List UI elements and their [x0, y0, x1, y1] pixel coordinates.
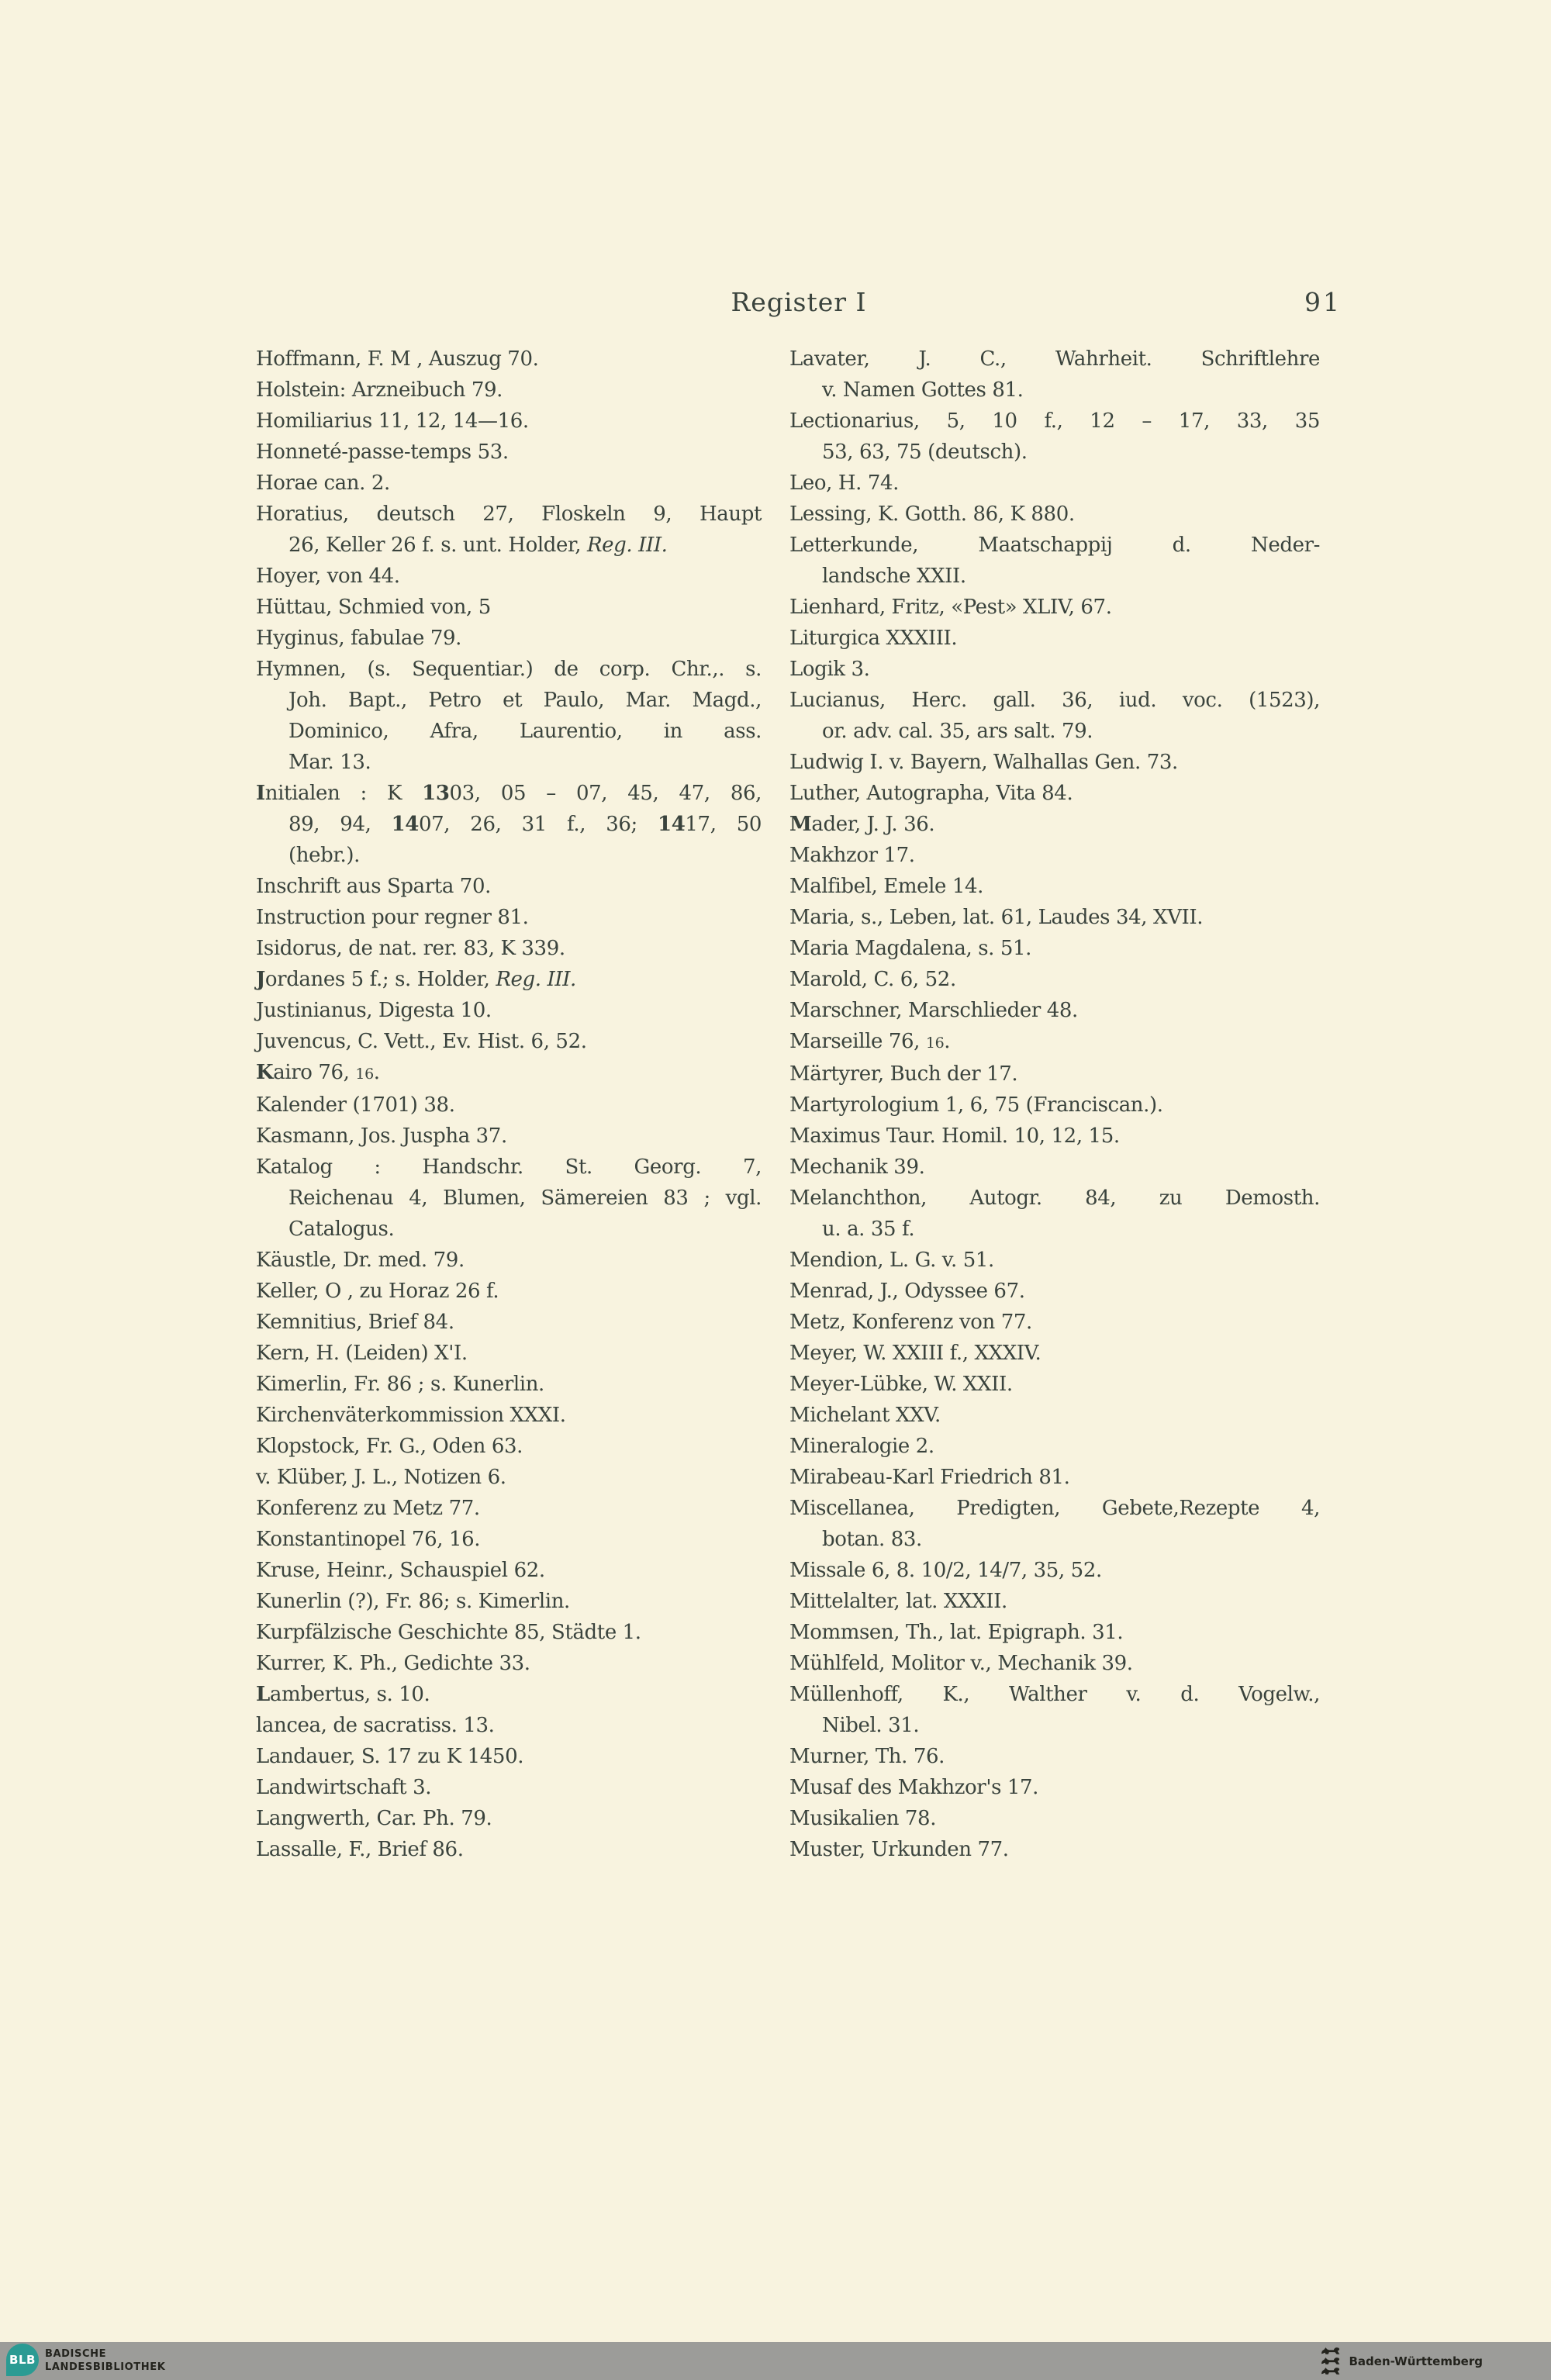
index-entry [256, 1524, 762, 1555]
index-entry [256, 1214, 762, 1245]
text-run: Isidorus, de nat. rer. 83, K 339. [256, 937, 565, 960]
text-run: Kimerlin, Fr. 86 ; s. Kunerlin. [256, 1373, 544, 1396]
index-column-left [256, 344, 762, 1865]
index-entry [256, 1555, 762, 1586]
text-run: Lectionarius, 5, 10 f., 12 – 17, 33, 35 [789, 409, 1320, 433]
text-run: Martyrologium 1, 6, 75 (Franciscan.). [789, 1093, 1163, 1117]
text-run: ordanes 5 f.; s. Holder, [264, 968, 496, 991]
index-entry [789, 1803, 1320, 1834]
text-run: 07, 26, 31 f., 36; [419, 813, 658, 836]
index-entry [789, 623, 1320, 654]
text-run: Landwirtschaft 3. [256, 1776, 432, 1799]
index-entry [789, 995, 1320, 1026]
index-entry [256, 1772, 762, 1803]
text-run: Kunerlin (?), Fr. 86; s. Kimerlin. [256, 1590, 570, 1613]
text-run: u. a. 35 f. [822, 1218, 915, 1241]
index-entry [256, 1152, 762, 1183]
index-entry [256, 747, 762, 778]
index-entry [789, 561, 1320, 592]
index-entry [256, 1648, 762, 1679]
text-run: . [944, 1030, 951, 1053]
index-entry [789, 1524, 1320, 1555]
text-run: Makhzor 17. [789, 844, 915, 867]
index-entry [789, 1400, 1320, 1431]
index-entry [256, 716, 762, 747]
index-entry [789, 1369, 1320, 1400]
text-run: Melanchthon, Autogr. 84, zu Demosth. [789, 1187, 1320, 1210]
index-entry [256, 1710, 762, 1741]
text-run: 13 [422, 782, 450, 805]
text-run: 14 [658, 813, 686, 836]
text-run: 14 [391, 813, 419, 836]
text-run: Konstantinopel 76, 16. [256, 1528, 481, 1551]
text-run: 16 [925, 1035, 945, 1052]
index-entry [256, 840, 762, 871]
page-number: 91 [1304, 287, 1342, 317]
text-run: Konferenz zu Metz 77. [256, 1497, 480, 1520]
index-entry [256, 623, 762, 654]
blb-logo-text: BLB [9, 2353, 36, 2367]
text-run: botan. 83. [822, 1528, 922, 1551]
text-run: Kasmann, Jos. Juspha 37. [256, 1124, 507, 1148]
index-entry [256, 375, 762, 406]
text-run: Mommsen, Th., lat. Epigraph. 31. [789, 1621, 1124, 1644]
index-entry [789, 809, 1320, 840]
text-run: Lienhard, Fritz, «Pest» XLIV, 67. [789, 596, 1112, 619]
index-entry [789, 685, 1320, 716]
text-run: M [789, 813, 812, 836]
index-entry [789, 437, 1320, 468]
text-run: Lucianus, Herc. gall. 36, iud. voc. (1523), [789, 689, 1320, 712]
blb-logo [6, 2344, 39, 2376]
index-entry [256, 1338, 762, 1369]
index-entry [256, 592, 762, 623]
text-run: Reg. III. [496, 968, 576, 991]
text-run: Ludwig I. v. Bayern, Walhallas Gen. 73. [789, 751, 1178, 774]
index-entry [789, 933, 1320, 964]
three-lions-icon [1321, 2346, 1341, 2377]
index-entry [256, 654, 762, 685]
text-run: Landauer, S. 17 zu K 1450. [256, 1745, 524, 1768]
index-entry [256, 809, 762, 840]
index-entry [256, 871, 762, 902]
text-run: or. adv. cal. 35, ars salt. 79. [822, 720, 1093, 743]
state-logo-group [1321, 2342, 1483, 2380]
text-run: Mendion, L. G. v. 51. [789, 1249, 994, 1272]
text-run: Catalogus. [288, 1218, 395, 1241]
text-run: Missale 6, 8. 10/2, 14/7, 35, 52. [789, 1559, 1102, 1582]
text-run: Mechanik 39. [789, 1155, 925, 1179]
index-entry [256, 1493, 762, 1524]
text-run: Mar. 13. [288, 751, 371, 774]
text-run: Marold, C. 6, 52. [789, 968, 956, 991]
text-run: Maria, s., Leben, lat. 61, Laudes 34, XVII. [789, 906, 1204, 929]
text-run: airo 76, [273, 1061, 356, 1084]
index-entry [256, 406, 762, 437]
text-run: Letterkunde, Maatschappij d. Neder- [789, 534, 1320, 557]
index-entry [256, 1679, 762, 1710]
text-run: Kurpfälzische Geschichte 85, Städte 1. [256, 1621, 641, 1644]
index-entry [256, 933, 762, 964]
text-run: Maximus Taur. Homil. 10, 12, 15. [789, 1124, 1120, 1148]
index-entry [256, 1121, 762, 1152]
text-run: Katalog : Handschr. St. Georg. 7, [256, 1155, 762, 1179]
index-entry [789, 1741, 1320, 1772]
index-entry [789, 840, 1320, 871]
index-entry [256, 1307, 762, 1338]
text-run: nitialen : K [264, 782, 423, 805]
text-run: v. Namen Gottes 81. [822, 378, 1024, 402]
index-entry [256, 1462, 762, 1493]
text-run: Juvencus, C. Vett., Ev. Hist. 6, 52. [256, 1030, 587, 1053]
text-run: Hoffmann, F. M , Auszug 70. [256, 347, 539, 371]
index-entry [789, 1121, 1320, 1152]
index-entry [256, 1741, 762, 1772]
text-run: Muster, Urkunden 77. [789, 1838, 1009, 1861]
index-entry [256, 1834, 762, 1865]
text-run: Malfibel, Emele 14. [789, 875, 983, 898]
text-run: Hyginus, fabulae 79. [256, 627, 462, 650]
text-run: 17, 50 [685, 813, 762, 836]
text-run: Metz, Konferenz von 77. [789, 1311, 1032, 1334]
index-entry [789, 1090, 1320, 1121]
text-run: I [256, 782, 265, 805]
text-run: Miscellanea, Predigten, Gebete,Rezepte 4, [789, 1497, 1320, 1520]
index-entry [789, 406, 1320, 437]
index-entry [789, 964, 1320, 995]
index-entry [256, 778, 762, 809]
text-run: Klopstock, Fr. G., Oden 63. [256, 1435, 523, 1458]
text-run: ambertus, s. 10. [269, 1683, 430, 1706]
text-run: 53, 63, 75 (deutsch). [822, 440, 1028, 464]
text-run: Leo, H. 74. [789, 472, 899, 495]
index-column-right [789, 344, 1320, 1865]
text-run: J [256, 968, 265, 991]
index-entry [789, 499, 1320, 530]
text-run: Instruction pour regner 81. [256, 906, 529, 929]
text-run: Reichenau 4, Blumen, Sämereien 83 ; vgl. [288, 1187, 762, 1210]
text-run: Käustle, Dr. med. 79. [256, 1249, 465, 1272]
index-entry [256, 344, 762, 375]
text-run: Michelant XXV. [789, 1404, 941, 1427]
index-entry [789, 778, 1320, 809]
index-entry [789, 1214, 1320, 1245]
text-run: Reg. III. [586, 534, 668, 557]
footer-bar [0, 2342, 1551, 2380]
index-entry [256, 1586, 762, 1617]
index-entry [256, 1431, 762, 1462]
text-run: Mittelalter, lat. XXXII. [789, 1590, 1007, 1613]
index-entry [789, 1648, 1320, 1679]
index-entry [789, 1431, 1320, 1462]
library-name-line2: LANDESBIBLIOTHEK [45, 2361, 166, 2373]
index-entry [789, 1462, 1320, 1493]
text-run: L [256, 1683, 270, 1706]
index-entry [256, 530, 762, 561]
index-entry [789, 1617, 1320, 1648]
page-title: Register I [731, 287, 867, 317]
text-run: Mineralogie 2. [789, 1435, 934, 1458]
text-run: Kirchenväterkommission XXXI. [256, 1404, 566, 1427]
text-run: Kruse, Heinr., Schauspiel 62. [256, 1559, 545, 1582]
index-entry [789, 716, 1320, 747]
index-entry [256, 902, 762, 933]
text-run: Langwerth, Car. Ph. 79. [256, 1807, 492, 1830]
text-run: Maria Magdalena, s. 51. [789, 937, 1032, 960]
index-entry [789, 344, 1320, 375]
text-run: Hüttau, Schmied von, 5 [256, 596, 491, 619]
text-run: Kemnitius, Brief 84. [256, 1311, 454, 1334]
text-run: Horae can. 2. [256, 472, 390, 495]
text-run: Meyer-Lübke, W. XXII. [789, 1373, 1013, 1396]
text-run: Dominico, Afra, Laurentio, in ass. [288, 720, 762, 743]
text-run: Joh. Bapt., Petro et Paulo, Mar. Magd., [288, 689, 762, 712]
text-run: landsche XXII. [822, 565, 966, 588]
text-run: Logik 3. [789, 658, 870, 681]
index-entry [789, 1555, 1320, 1586]
index-entry [789, 375, 1320, 406]
text-run: Lassalle, F., Brief 86. [256, 1838, 464, 1861]
text-run: Mirabeau-Karl Friedrich 81. [789, 1466, 1070, 1489]
text-run: Holstein: Arzneibuch 79. [256, 378, 503, 402]
text-run: Horatius, deutsch 27, Floskeln 9, Haupt [256, 503, 762, 526]
index-entry [256, 685, 762, 716]
index-entry [789, 1338, 1320, 1369]
index-entry [256, 1026, 762, 1057]
index-entry [789, 902, 1320, 933]
library-name [45, 2347, 165, 2374]
text-run: Keller, O , zu Horaz 26 f. [256, 1280, 499, 1303]
index-entry [789, 530, 1320, 561]
index-entry [789, 654, 1320, 685]
index-entry [256, 468, 762, 499]
text-run: Inschrift aus Sparta 70. [256, 875, 491, 898]
index-entry [789, 1307, 1320, 1338]
text-run: Lessing, K. Gotth. 86, K 880. [789, 503, 1075, 526]
text-run: Marschner, Marschlieder 48. [789, 999, 1078, 1022]
index-entry [256, 1276, 762, 1307]
text-run: Luther, Autographa, Vita 84. [789, 782, 1073, 805]
text-run: Musikalien 78. [789, 1807, 937, 1830]
index-entry [789, 747, 1320, 778]
index-entry [789, 1276, 1320, 1307]
text-run: Kurrer, K. Ph., Gedichte 33. [256, 1652, 530, 1675]
text-run: v. Klüber, J. L., Notizen 6. [256, 1466, 506, 1489]
index-entry [789, 871, 1320, 902]
index-entry [256, 1803, 762, 1834]
text-run: lancea, de sacratiss. 13. [256, 1714, 495, 1737]
text-run: Murner, Th. 76. [789, 1745, 945, 1768]
index-entry [789, 592, 1320, 623]
text-run: ader, J. J. 36. [811, 813, 935, 836]
index-entry [256, 1057, 762, 1090]
index-entry [789, 1026, 1320, 1059]
text-run: Hymnen, (s. Sequentiar.) de corp. Chr.,. s. [256, 658, 762, 681]
index-entry [789, 1059, 1320, 1090]
text-run: Märtyrer, Buch der 17. [789, 1062, 1018, 1086]
index-entry [256, 1369, 762, 1400]
text-run: 16 [355, 1066, 374, 1083]
index-entry [256, 995, 762, 1026]
index-entry [789, 1245, 1320, 1276]
text-run: K [256, 1061, 274, 1084]
index-entry [789, 1493, 1320, 1524]
index-entry [789, 1152, 1320, 1183]
index-entry [789, 1586, 1320, 1617]
index-entry [256, 561, 762, 592]
index-entry [256, 1400, 762, 1431]
text-run: Nibel. 31. [822, 1714, 920, 1737]
text-run: 03, 05 – 07, 45, 47, 86, [449, 782, 762, 805]
text-run: Liturgica XXXIII. [789, 627, 958, 650]
text-run: Müllenhoff, K., Walther v. d. Vogelw., [789, 1683, 1320, 1706]
index-entry [256, 1245, 762, 1276]
text-run: Honneté-passe-temps 53. [256, 440, 509, 464]
index-entry [256, 499, 762, 530]
index-entry [256, 964, 762, 995]
text-run: Mühlfeld, Molitor v., Mechanik 39. [789, 1652, 1133, 1675]
index-entry [789, 1679, 1320, 1710]
state-name: Baden-Württemberg [1349, 2354, 1483, 2368]
index-entry [789, 1183, 1320, 1214]
text-run: . [373, 1061, 380, 1084]
index-entry [256, 1183, 762, 1214]
text-run: 26, Keller 26 f. s. unt. Holder, [288, 534, 587, 557]
index-entry [789, 1834, 1320, 1865]
text-run: Homiliarius 11, 12, 14—16. [256, 409, 529, 433]
text-run: (hebr.). [288, 844, 360, 867]
text-run: Kalender (1701) 38. [256, 1093, 455, 1117]
text-run: Menrad, J., Odyssee 67. [789, 1280, 1025, 1303]
text-run: Hoyer, von 44. [256, 565, 400, 588]
text-run: Lavater, J. C., Wahrheit. Schriftlehre [789, 347, 1320, 371]
text-run: Kern, H. (Leiden) X'I. [256, 1342, 468, 1365]
text-run: Meyer, W. XXIII f., XXXIV. [789, 1342, 1041, 1365]
index-entry [256, 437, 762, 468]
index-entry [789, 468, 1320, 499]
text-run: Musaf des Makhzor's 17. [789, 1776, 1039, 1799]
index-entry [789, 1772, 1320, 1803]
index-entry [256, 1090, 762, 1121]
text-run: 89, 94, [288, 813, 392, 836]
text-run: Justinianus, Digesta 10. [256, 999, 492, 1022]
index-entry [256, 1617, 762, 1648]
library-name-line1: BADISCHE [45, 2348, 107, 2360]
index-entry [789, 1710, 1320, 1741]
text-run: Marseille 76, [789, 1030, 926, 1053]
